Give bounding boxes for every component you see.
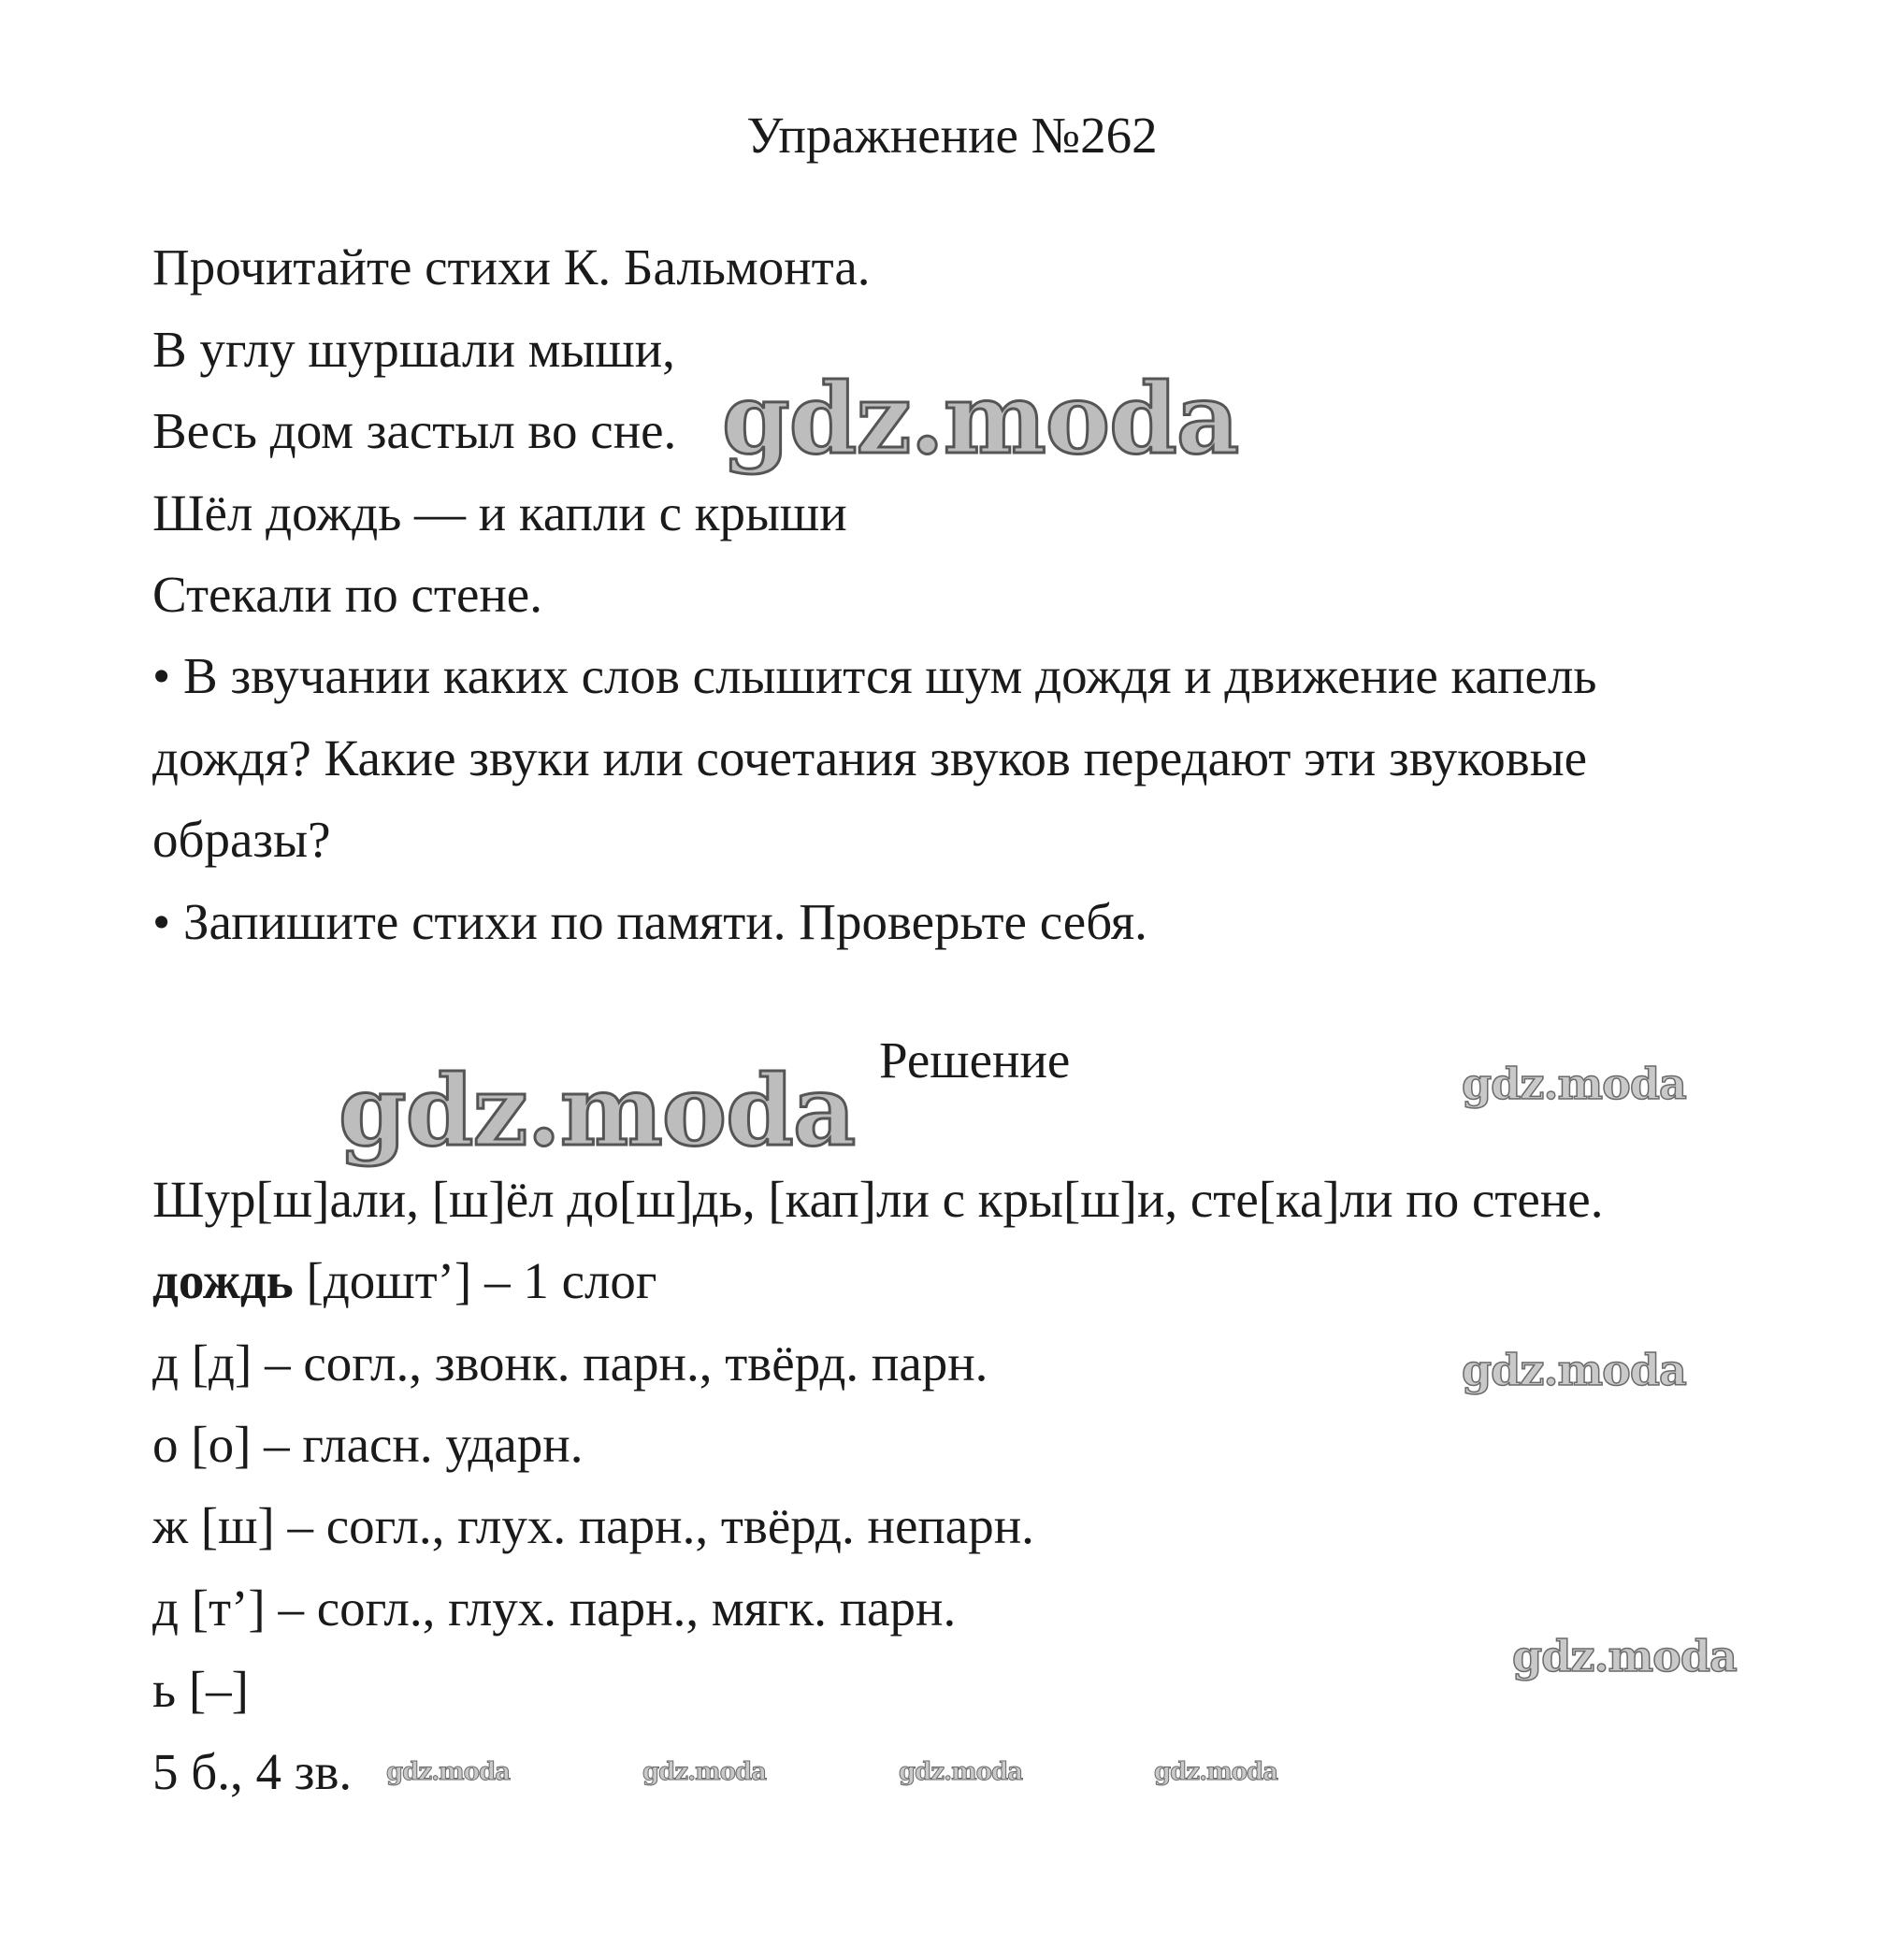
- poem-line: Весь дом застыл во сне.: [152, 402, 677, 459]
- watermark-logo: gdz.moda: [386, 1758, 511, 1786]
- watermark-logo: gdz.moda: [1462, 1345, 1686, 1395]
- watermark-logo: gdz.moda: [1512, 1631, 1737, 1681]
- watermark-logo: gdz.moda: [722, 361, 1239, 476]
- word-analysis-line: [152, 1252, 657, 1309]
- letter-summary: 5 б., 4 зв.: [152, 1743, 353, 1800]
- task-instruction: • Запишите стихи по памяти. Проверьте себя.: [152, 893, 1147, 950]
- watermark-logo: gdz.moda: [339, 1053, 856, 1168]
- page-title: Упражнение №262: [746, 107, 1158, 164]
- letter-analysis: ж [ш] – согл., глух. парн., твёрд. непарн.: [152, 1497, 1034, 1554]
- letter-analysis: д [т’] – согл., глух. парн., мягк. парн.: [152, 1579, 957, 1637]
- poem-line: Шёл дождь — и капли с крыши: [152, 484, 847, 541]
- watermark-logo: gdz.moda: [642, 1758, 767, 1786]
- poem-line: В углу шуршали мыши,: [152, 321, 675, 378]
- watermark-logo: gdz.moda: [899, 1758, 1023, 1786]
- word-transcription: [дошт’] – 1 слог: [306, 1252, 657, 1309]
- question-line: дождя? Какие звуки или сочетания звуков передают эти звуковые: [152, 729, 1588, 786]
- question-line: образы?: [152, 811, 331, 868]
- solution-transcription: Шур[ш]али, [ш]ёл до[ш]дь, [кап]ли с кры[ш]и, сте[ка]ли по стене.: [152, 1171, 1604, 1228]
- letter-analysis: ь [–]: [152, 1661, 249, 1718]
- solution-heading: Решение: [879, 1031, 1071, 1089]
- analyzed-word: дождь: [152, 1252, 294, 1309]
- letter-analysis: д [д] – согл., звонк. парн., твёрд. парн.: [152, 1334, 988, 1392]
- letter-analysis: о [о] – гласн. ударн.: [152, 1416, 584, 1473]
- watermark-logo: gdz.moda: [1462, 1059, 1686, 1109]
- watermark-logo: gdz.moda: [1154, 1758, 1278, 1786]
- question-line: • В звучании каких слов слышится шум дождя и движение капель: [152, 647, 1597, 704]
- poem-line: Стекали по стене.: [152, 566, 542, 623]
- task-intro: Прочитайте стихи К. Бальмонта.: [152, 238, 871, 296]
